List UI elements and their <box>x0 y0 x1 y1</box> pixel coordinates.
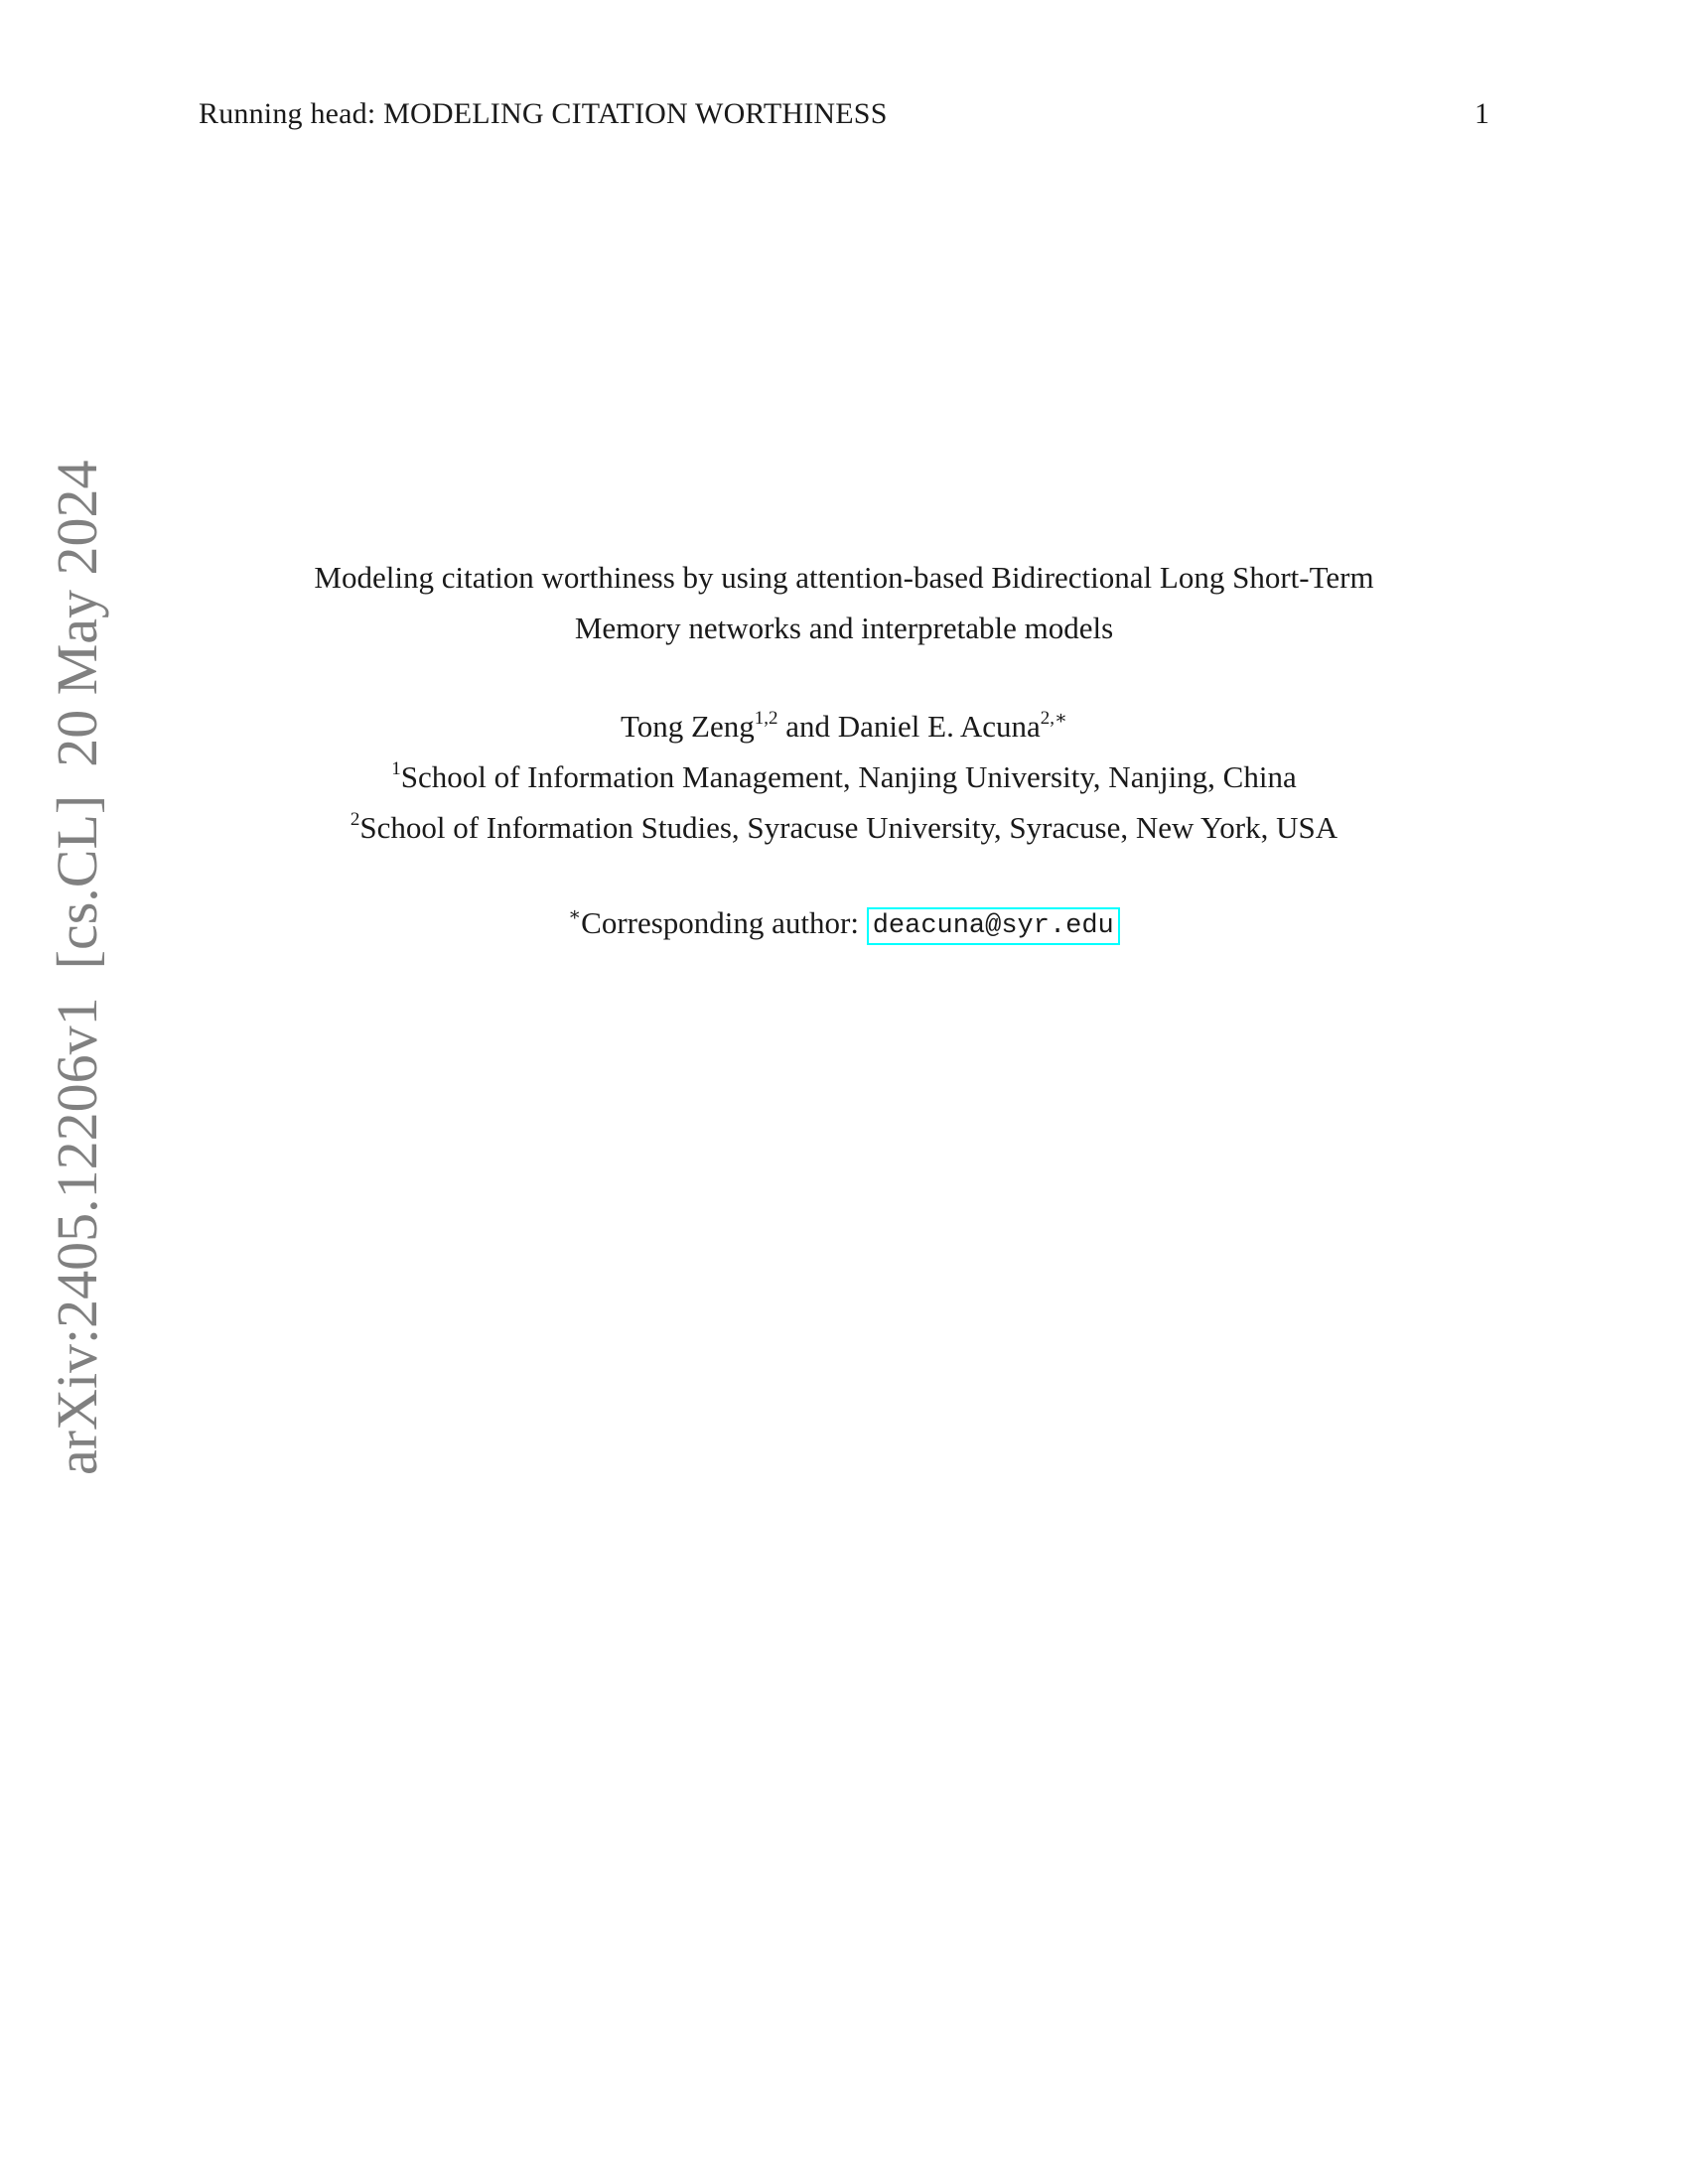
running-head: Running head: MODELING CITATION WORTHINESS <box>199 97 888 130</box>
affiliation-1-text: School of Information Management, Nanjing University, Nanjing, China <box>400 759 1297 794</box>
correspondence-mark: ∗ <box>568 904 582 925</box>
author-2-name: Daniel E. Acuna <box>837 709 1041 744</box>
arxiv-category: [cs.CL] <box>45 794 109 970</box>
author-connector: and <box>777 709 838 744</box>
affiliation-2-text: School of Information Studies, Syracuse University, Syracuse, New York, USA <box>359 810 1338 845</box>
arxiv-date: 20 May 2024 <box>45 460 109 767</box>
author-line <box>0 701 1688 751</box>
author-block <box>0 701 1688 853</box>
title-line-2: Memory networks and interpretable models <box>574 611 1114 645</box>
affiliation-2 <box>0 802 1688 853</box>
arxiv-id: arXiv:2405.12206v1 <box>45 997 109 1475</box>
title-line-1: Modeling citation worthiness by using attention-based Bidirectional Long Short-Term <box>314 560 1374 595</box>
affiliation-2-mark: 2 <box>350 809 360 830</box>
affiliation-1 <box>0 751 1688 802</box>
affiliation-1-mark: 1 <box>391 758 401 779</box>
author-1-affiliation-mark: 1,2 <box>754 708 778 729</box>
correspondence-label: Corresponding author: <box>581 905 867 940</box>
author-1-name: Tong Zeng <box>621 709 755 744</box>
correspondence <box>0 898 1688 948</box>
paper-title <box>0 552 1688 653</box>
email-link[interactable]: deacuna@syr.edu <box>867 907 1120 945</box>
page-number: 1 <box>1475 97 1489 130</box>
author-2-affiliation-mark: 2,∗ <box>1040 708 1067 729</box>
